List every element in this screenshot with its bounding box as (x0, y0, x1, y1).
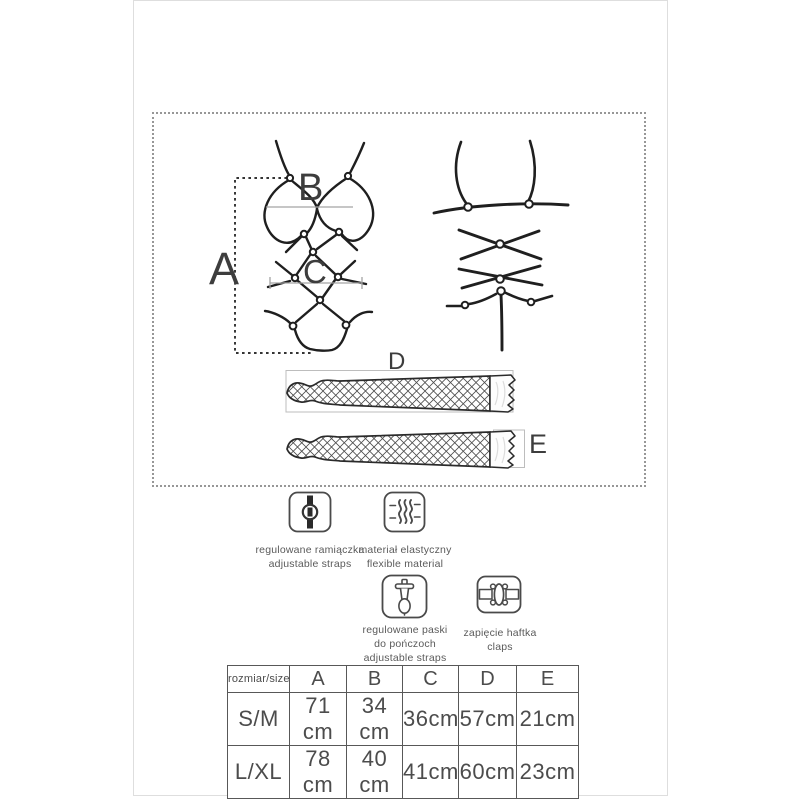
measure-label-b: B (298, 167, 324, 209)
cell-sm-e: 21cm (517, 693, 579, 746)
caption-clasp (430, 626, 570, 654)
cell-lxl-d: 60cm (459, 746, 517, 799)
size-table-header-row (228, 666, 579, 693)
caption-line: regulowane ramiączka (255, 544, 365, 556)
cell-lxl-b: 40 cm (347, 746, 403, 799)
size-label-sm: S/M (228, 693, 290, 746)
size-table (227, 665, 579, 799)
cell-sm-a: 71 cm (290, 693, 347, 746)
cell-sm-c: 36cm (403, 693, 459, 746)
cell-lxl-e: 23cm (517, 746, 579, 799)
caption-elastic-material (334, 543, 476, 571)
back-view-drawing (434, 141, 568, 350)
measure-label-e: E (529, 429, 548, 459)
cell-lxl-c: 41cm (403, 746, 459, 799)
size-row-sm (228, 693, 579, 746)
measure-label-c: C (303, 253, 327, 290)
adjustable-straps-icon (288, 491, 332, 533)
col-header-a: A (290, 666, 347, 693)
caption-line: zapięcie haftka (463, 627, 537, 639)
caption-line: materiał elastyczny (358, 544, 452, 556)
size-table-corner-label: rozmiar/size (228, 666, 290, 693)
col-header-c: C (403, 666, 459, 693)
size-label-lxl: L/XL (228, 746, 290, 799)
col-header-b: B (347, 666, 403, 693)
cell-sm-d: 57cm (459, 693, 517, 746)
stocking-e-drawing (287, 431, 515, 468)
caption-line: claps (487, 641, 513, 653)
measure-label-a: A (209, 243, 240, 294)
stocking-d-drawing (287, 375, 515, 412)
garter-straps-icon (381, 574, 428, 619)
caption-line: adjustable straps (268, 558, 352, 570)
clasp-icon (476, 575, 522, 614)
cell-lxl-a: 78 cm (290, 746, 347, 799)
elastic-material-icon (383, 491, 426, 533)
col-header-d: D (459, 666, 517, 693)
caption-line: do pończoch (374, 638, 436, 650)
cell-sm-b: 34 cm (347, 693, 403, 746)
caption-line: flexible material (366, 558, 444, 570)
measure-label-d: D (388, 348, 406, 375)
size-row-lxl (228, 746, 579, 799)
caption-line: adjustable straps (363, 652, 447, 664)
caption-line: regulowane paski (362, 624, 448, 636)
col-header-e: E (517, 666, 579, 693)
